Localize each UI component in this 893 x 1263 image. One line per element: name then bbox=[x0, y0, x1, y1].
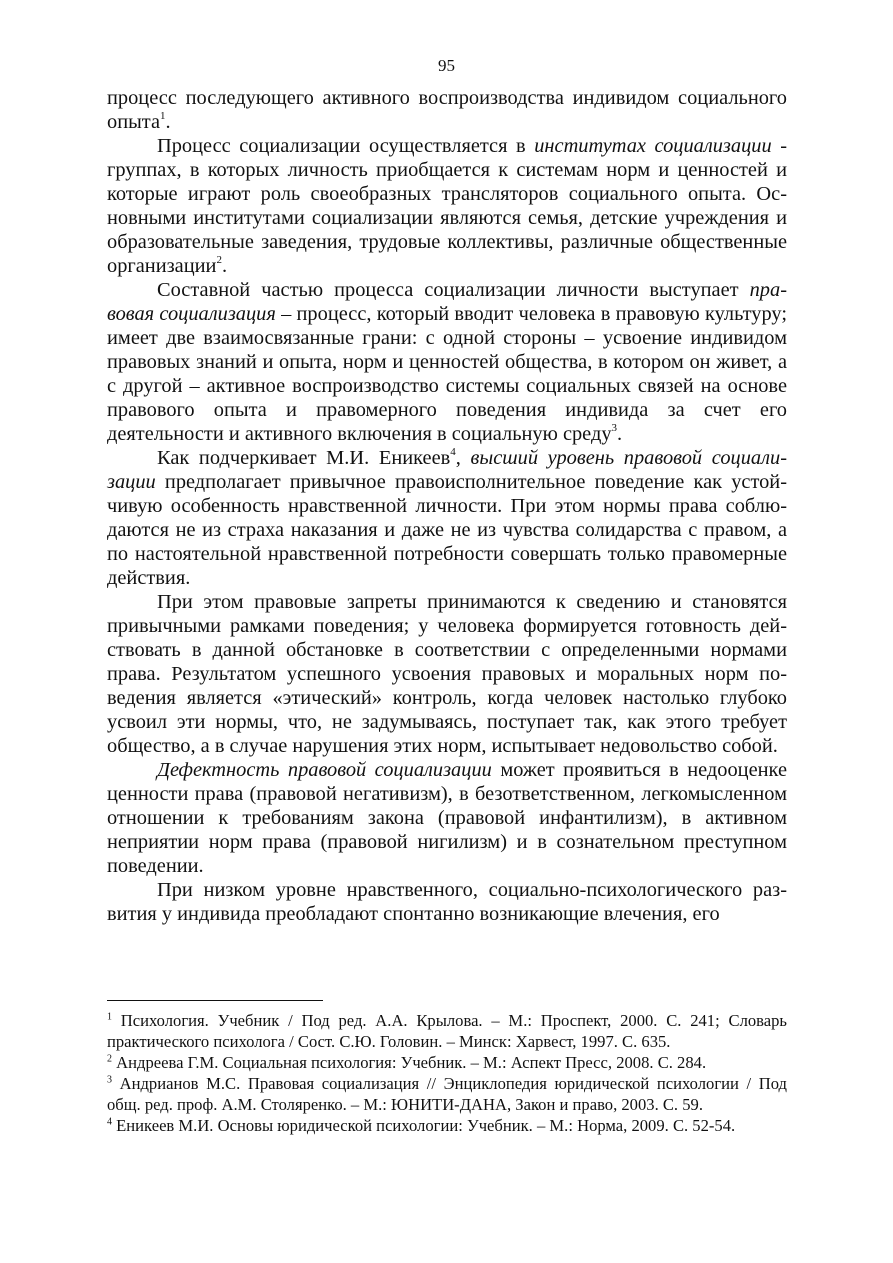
footnote-number: 3 bbox=[107, 1074, 112, 1086]
text-run: предполагает привычное правоисполнительное поведение как устойчивую особенность нравственной личности. При этом нормы права соблюдаются не из страха наказания и даже не из чувства солидарства с правом, а по настоятельной нравственной потребности совершать только правомерные действия. bbox=[107, 471, 787, 589]
footnote bbox=[107, 1073, 787, 1115]
text-run: процесс последующего активного воспроизводства индивидом социального опыта bbox=[107, 87, 787, 133]
footnote-ref: 1 bbox=[160, 110, 166, 123]
text-run: При низком уровне нравственного, социально-психологического развития у индивида преобладают спонтанно возникающие влечения, его bbox=[107, 879, 787, 925]
footnote-number: 1 bbox=[107, 1011, 112, 1023]
footnote-ref: 2 bbox=[216, 254, 222, 267]
italic-term: институтах социализации bbox=[534, 135, 772, 157]
footnote-ref: 4 bbox=[450, 446, 456, 459]
italic-term: правовая социализация bbox=[107, 279, 787, 325]
footnote-text: Андреева Г.М. Социальная психология: Учебник. – М.: Аспект Пресс, 2008. С. 284. bbox=[116, 1053, 707, 1072]
text-run: . bbox=[221, 255, 228, 277]
italic-term: Дефектность правовой социализации bbox=[157, 759, 492, 781]
footnotes bbox=[107, 1010, 787, 1136]
footnote-number: 2 bbox=[107, 1053, 112, 1065]
paragraph bbox=[107, 446, 787, 590]
footnote-text: Еникеев М.И. Основы юридической психологии: Учебник. – М.: Норма, 2009. С. 52-54. bbox=[116, 1116, 736, 1135]
footnote-text: Андрианов М.С. Правовая социализация // Энциклопедия юридической психологии / Под общ. ред. проф. А.М. Столяренко. – М.: ЮНИТИ-ДАНА, Закон и право, 2003. С. 59. bbox=[107, 1074, 787, 1114]
footnote-text: Психология. Учебник / Под ред. А.А. Крылова. – М.: Проспект, 2000. С. 241; Словарь практического психолога / Сост. С.Ю. Головин. – Минск: Харвест, 1997. С. 635. bbox=[107, 1011, 787, 1051]
footnote-separator bbox=[107, 1000, 323, 1001]
text-run: может проявиться в недооценке ценности права (правовой негативизм), в безответственном, легкомысленном отношении к требованиям закона (правовой инфантилизм), в активном неприятии норм права (правовой нигилизм) и в сознательном преступном поведении. bbox=[107, 759, 787, 877]
footnote bbox=[107, 1010, 787, 1052]
body-text bbox=[107, 86, 787, 926]
text-run: Процесс социализации осуществляется в bbox=[157, 135, 535, 157]
paragraph bbox=[107, 758, 787, 878]
text-run: Как подчеркивает М.И. Еникеев bbox=[157, 447, 451, 469]
footnote-number: 4 bbox=[107, 1116, 112, 1128]
paragraph bbox=[107, 278, 787, 446]
paragraph bbox=[107, 878, 787, 926]
paragraph bbox=[107, 86, 787, 134]
footnote bbox=[107, 1115, 787, 1136]
text-run: . bbox=[617, 423, 623, 445]
footnote bbox=[107, 1052, 787, 1073]
text-run: При этом правовые запреты принимаются к сведению и становятся привычными рамками поведения; у человека формируется готовность действовать в данной обстановке в соответствии с определенными нормами права. Результатом успешного усвоения правовых и моральных норм поведения является «этический» контроль, когда человек настолько глубоко усвоил эти нормы, что, не задумываясь, поступает так, как этого требует общество, а в случае нарушения этих норм, испытывает недовольство собой. bbox=[107, 591, 787, 757]
text-run: . bbox=[165, 111, 171, 133]
text-run: Составной частью процесса социализации личности выступает bbox=[157, 279, 750, 301]
text-run: – процесс, который вводит человека в правовую культуру; имеет две взаимосвязанные грани: с одной стороны – усвоение индивидом правовых знаний и опыта, норм и ценностей общества, в котором он живет, а с другой – активное воспроизводство системы социальных связей на основе правового опыта и правомерного поведения индивида за счет его деятельности и активного включения в социальную среду bbox=[107, 303, 787, 445]
footnote-ref: 3 bbox=[611, 422, 618, 435]
text-run: - группах, в которых личность приобщается к системам норм и ценностей и которые играют роль своеобразных трансляторов социального опыта. Основными институтами социализации являются семья, детские учреждения и образовательные заведения, трудовые коллективы, различные общественные организации bbox=[107, 135, 788, 277]
italic-term: высший уровень правовой социализации bbox=[107, 447, 787, 493]
paragraph bbox=[107, 134, 787, 278]
page-number: 95 bbox=[438, 56, 455, 75]
text-run: , bbox=[455, 447, 471, 469]
paragraph bbox=[107, 590, 787, 758]
